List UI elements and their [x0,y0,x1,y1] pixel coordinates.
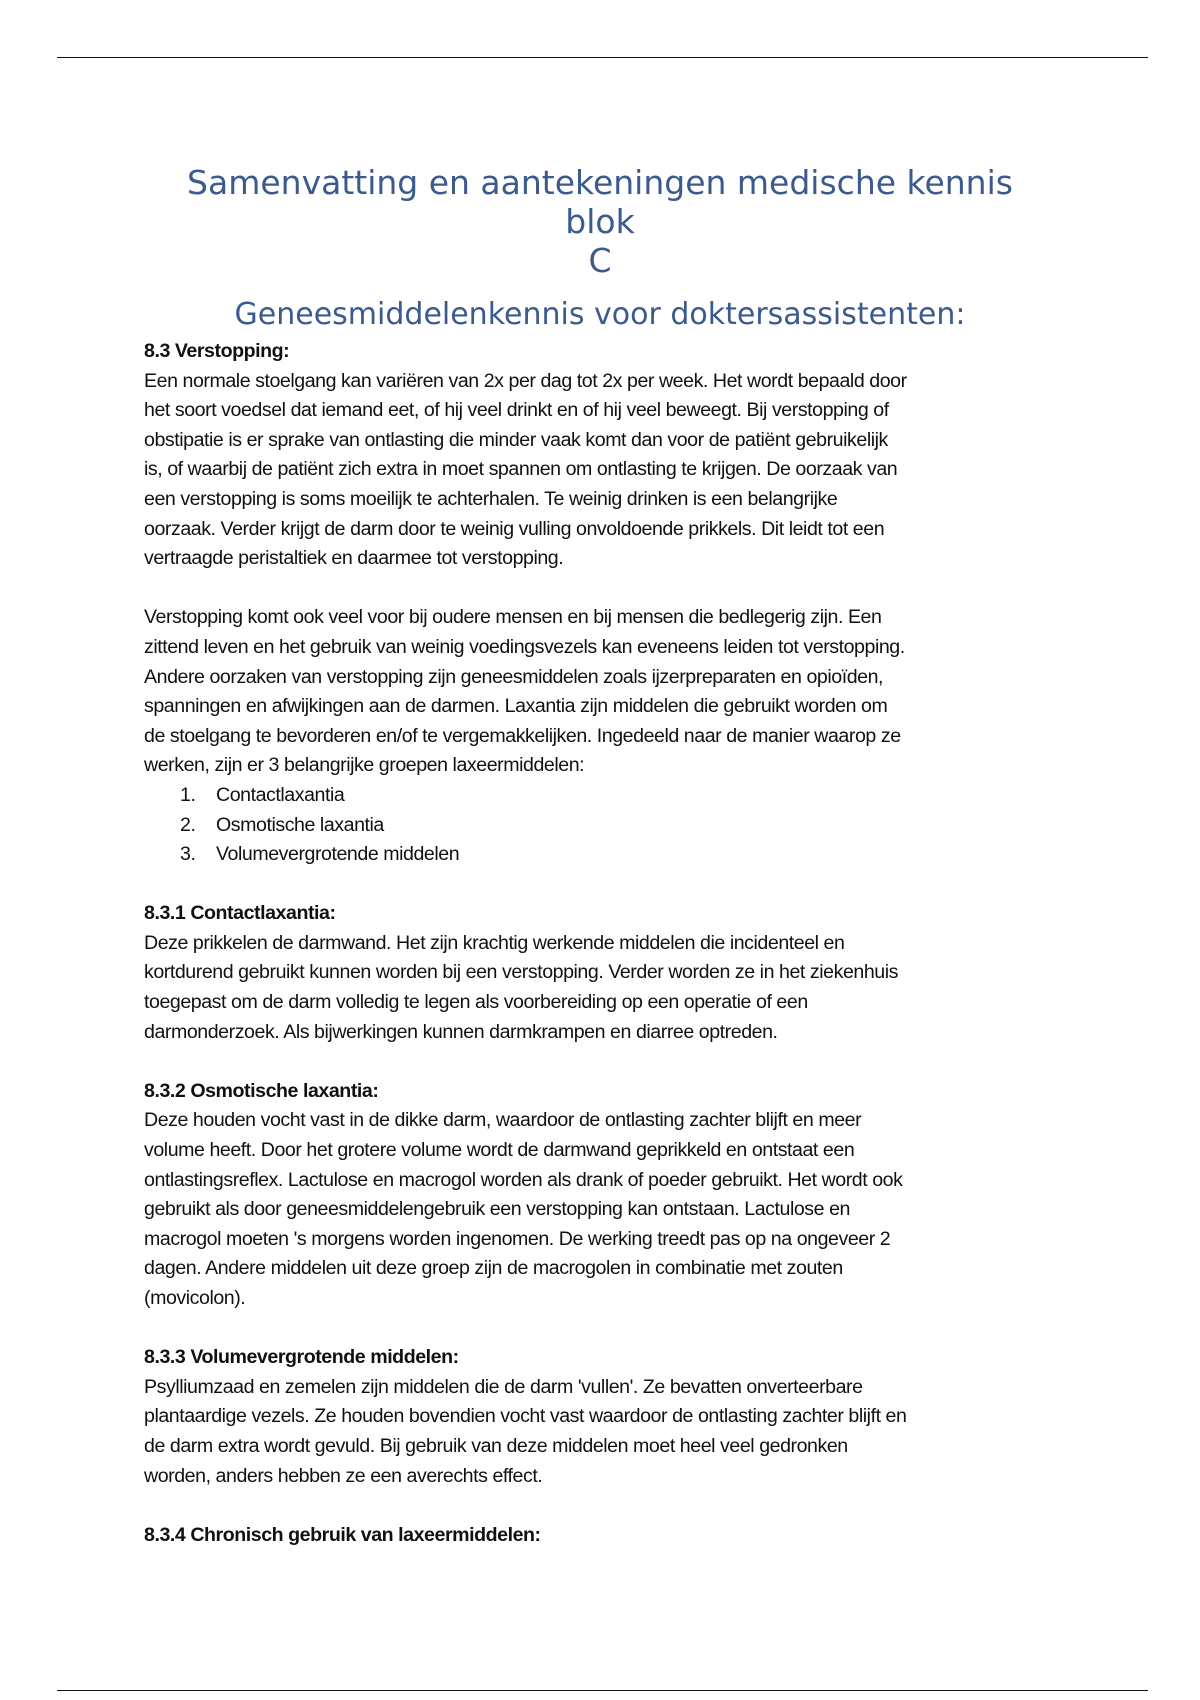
paragraph-line: toegepast om de darm volledig te legen als voorbereiding op een operatie of een [144,991,808,1014]
paragraph-line: darmonderzoek. Als bijwerkingen kunnen darmkrampen en diarree optreden. [144,1020,778,1043]
list-number: 1. [180,783,196,806]
paragraph-line: is, of waarbij de patiënt zich extra in moet spannen om ontlasting te krijgen. De oorzaak van [144,458,898,481]
blank-line [144,870,1084,900]
section-heading: 8.3.3 Volumevergrotende middelen: [144,1346,459,1369]
document-title-line: C [588,241,612,280]
paragraph-line: dagen. Andere middelen uit deze groep zijn de macrogolen in combinatie met zouten [144,1257,843,1280]
paragraph-line: ontlastingsreflex. Lactulose en macrogol worden als drank of poeder gebruikt. Het wordt ook [144,1168,903,1191]
paragraph-line: Deze houden vocht vast in de dikke darm, waardoor de ontlasting zachter blijft en meer [144,1109,862,1132]
paragraph-line: het soort voedsel dat iemand eet, of hij veel drinkt en of hij veel beweegt. Bij verstopping of [144,399,889,422]
section-heading: 8.3.4 Chronisch gebruik van laxeermiddelen: [144,1523,541,1546]
paragraph-line: (movicolon). [144,1287,246,1309]
paragraph-line: zittend leven en het gebruik van weinig voedingsvezels kan eveneens leiden tot verstopping. [144,635,905,658]
blank-line [144,1047,1084,1077]
list-item [144,781,1084,811]
header-rule [57,57,1148,58]
paragraph-line: een verstopping is soms moeilijk te achterhalen. Te weinig drinken is een belangrijke [144,487,838,510]
list-item [144,840,1084,870]
list-number: 2. [180,813,196,836]
paragraph-line: worden, anders hebben ze een averechts effect. [144,1464,543,1487]
paragraph-line: gebruikt als door geneesmiddelengebruik een verstopping kan ontstaan. Lactulose en [144,1198,850,1221]
list-text: Osmotische laxantia [216,813,384,836]
document-body [144,337,1084,1550]
blank-line [144,574,1084,604]
paragraph-line: plantaardige vezels. Ze houden bovendien vocht vast waardoor de ontlasting zachter blijft en [144,1405,907,1428]
paragraph-line: volume heeft. Door het grotere volume wordt de darmwand geprikkeld en ontstaat een [144,1139,855,1162]
list-item [144,811,1084,841]
paragraph-line: oorzaak. Verder krijgt de darm door te weinig vulling onvoldoende prikkels. Dit leidt tot een [144,517,885,540]
blank-line [144,1314,1084,1344]
paragraph-line: spanningen en afwijkingen aan de darmen. Laxantia zijn middelen die gebruikt worden om [144,695,888,718]
section-heading: 8.3.1 Contactlaxantia: [144,902,336,925]
document-subtitle: Geneesmiddelenkennis voor doktersassistenten: [234,297,966,332]
section-heading: 8.3 Verstopping: [144,340,290,362]
section-heading: 8.3.2 Osmotische laxantia: [144,1079,379,1102]
paragraph-line: de stoelgang te bevorderen en/of te vergemakkelijken. Ingedeeld naar de manier waarop ze [144,724,901,747]
paragraph-line: Andere oorzaken van verstopping zijn geneesmiddelen zoals ijzerpreparaten en opioïden, [144,665,884,688]
paragraph-line: Verstopping komt ook veel voor bij oudere mensen en bij mensen die bedlegerig zijn. Een [144,606,882,629]
paragraph-line: de darm extra wordt gevuld. Bij gebruik van deze middelen moet heel veel gedronken [144,1434,848,1457]
paragraph-line: vertraagde peristaltiek en daarmee tot verstopping. [144,547,564,570]
footer-rule [57,1690,1148,1691]
paragraph-line: Psylliumzaad en zemelen zijn middelen die de darm 'vullen'. Ze bevatten onverteerbare [144,1375,863,1398]
document-title-line: Samenvatting en aantekeningen medische kennis blok [187,163,1013,241]
list-text: Contactlaxantia [216,783,345,806]
paragraph-line: obstipatie is er sprake van ontlasting die minder vaak komt dan voor de patiënt gebruikelijk [144,428,888,451]
document-title [150,163,1050,280]
paragraph-line: Een normale stoelgang kan variëren van 2x per dag tot 2x per week. Het wordt bepaald door [144,369,907,392]
blank-line [144,1491,1084,1521]
paragraph-line: kortdurend gebruikt kunnen worden bij een verstopping. Verder worden ze in het ziekenhuis [144,961,898,984]
paragraph-line: macrogol moeten 's morgens worden ingenomen. De werking treedt pas op na ongeveer 2 [144,1227,891,1250]
paragraph-line: Deze prikkelen de darmwand. Het zijn krachtig werkende middelen die incidenteel en [144,931,845,954]
paragraph-line: werken, zijn er 3 belangrijke groepen laxeermiddelen: [144,754,585,777]
list-text: Volumevergrotende middelen [216,843,460,866]
list-number: 3. [180,843,196,866]
